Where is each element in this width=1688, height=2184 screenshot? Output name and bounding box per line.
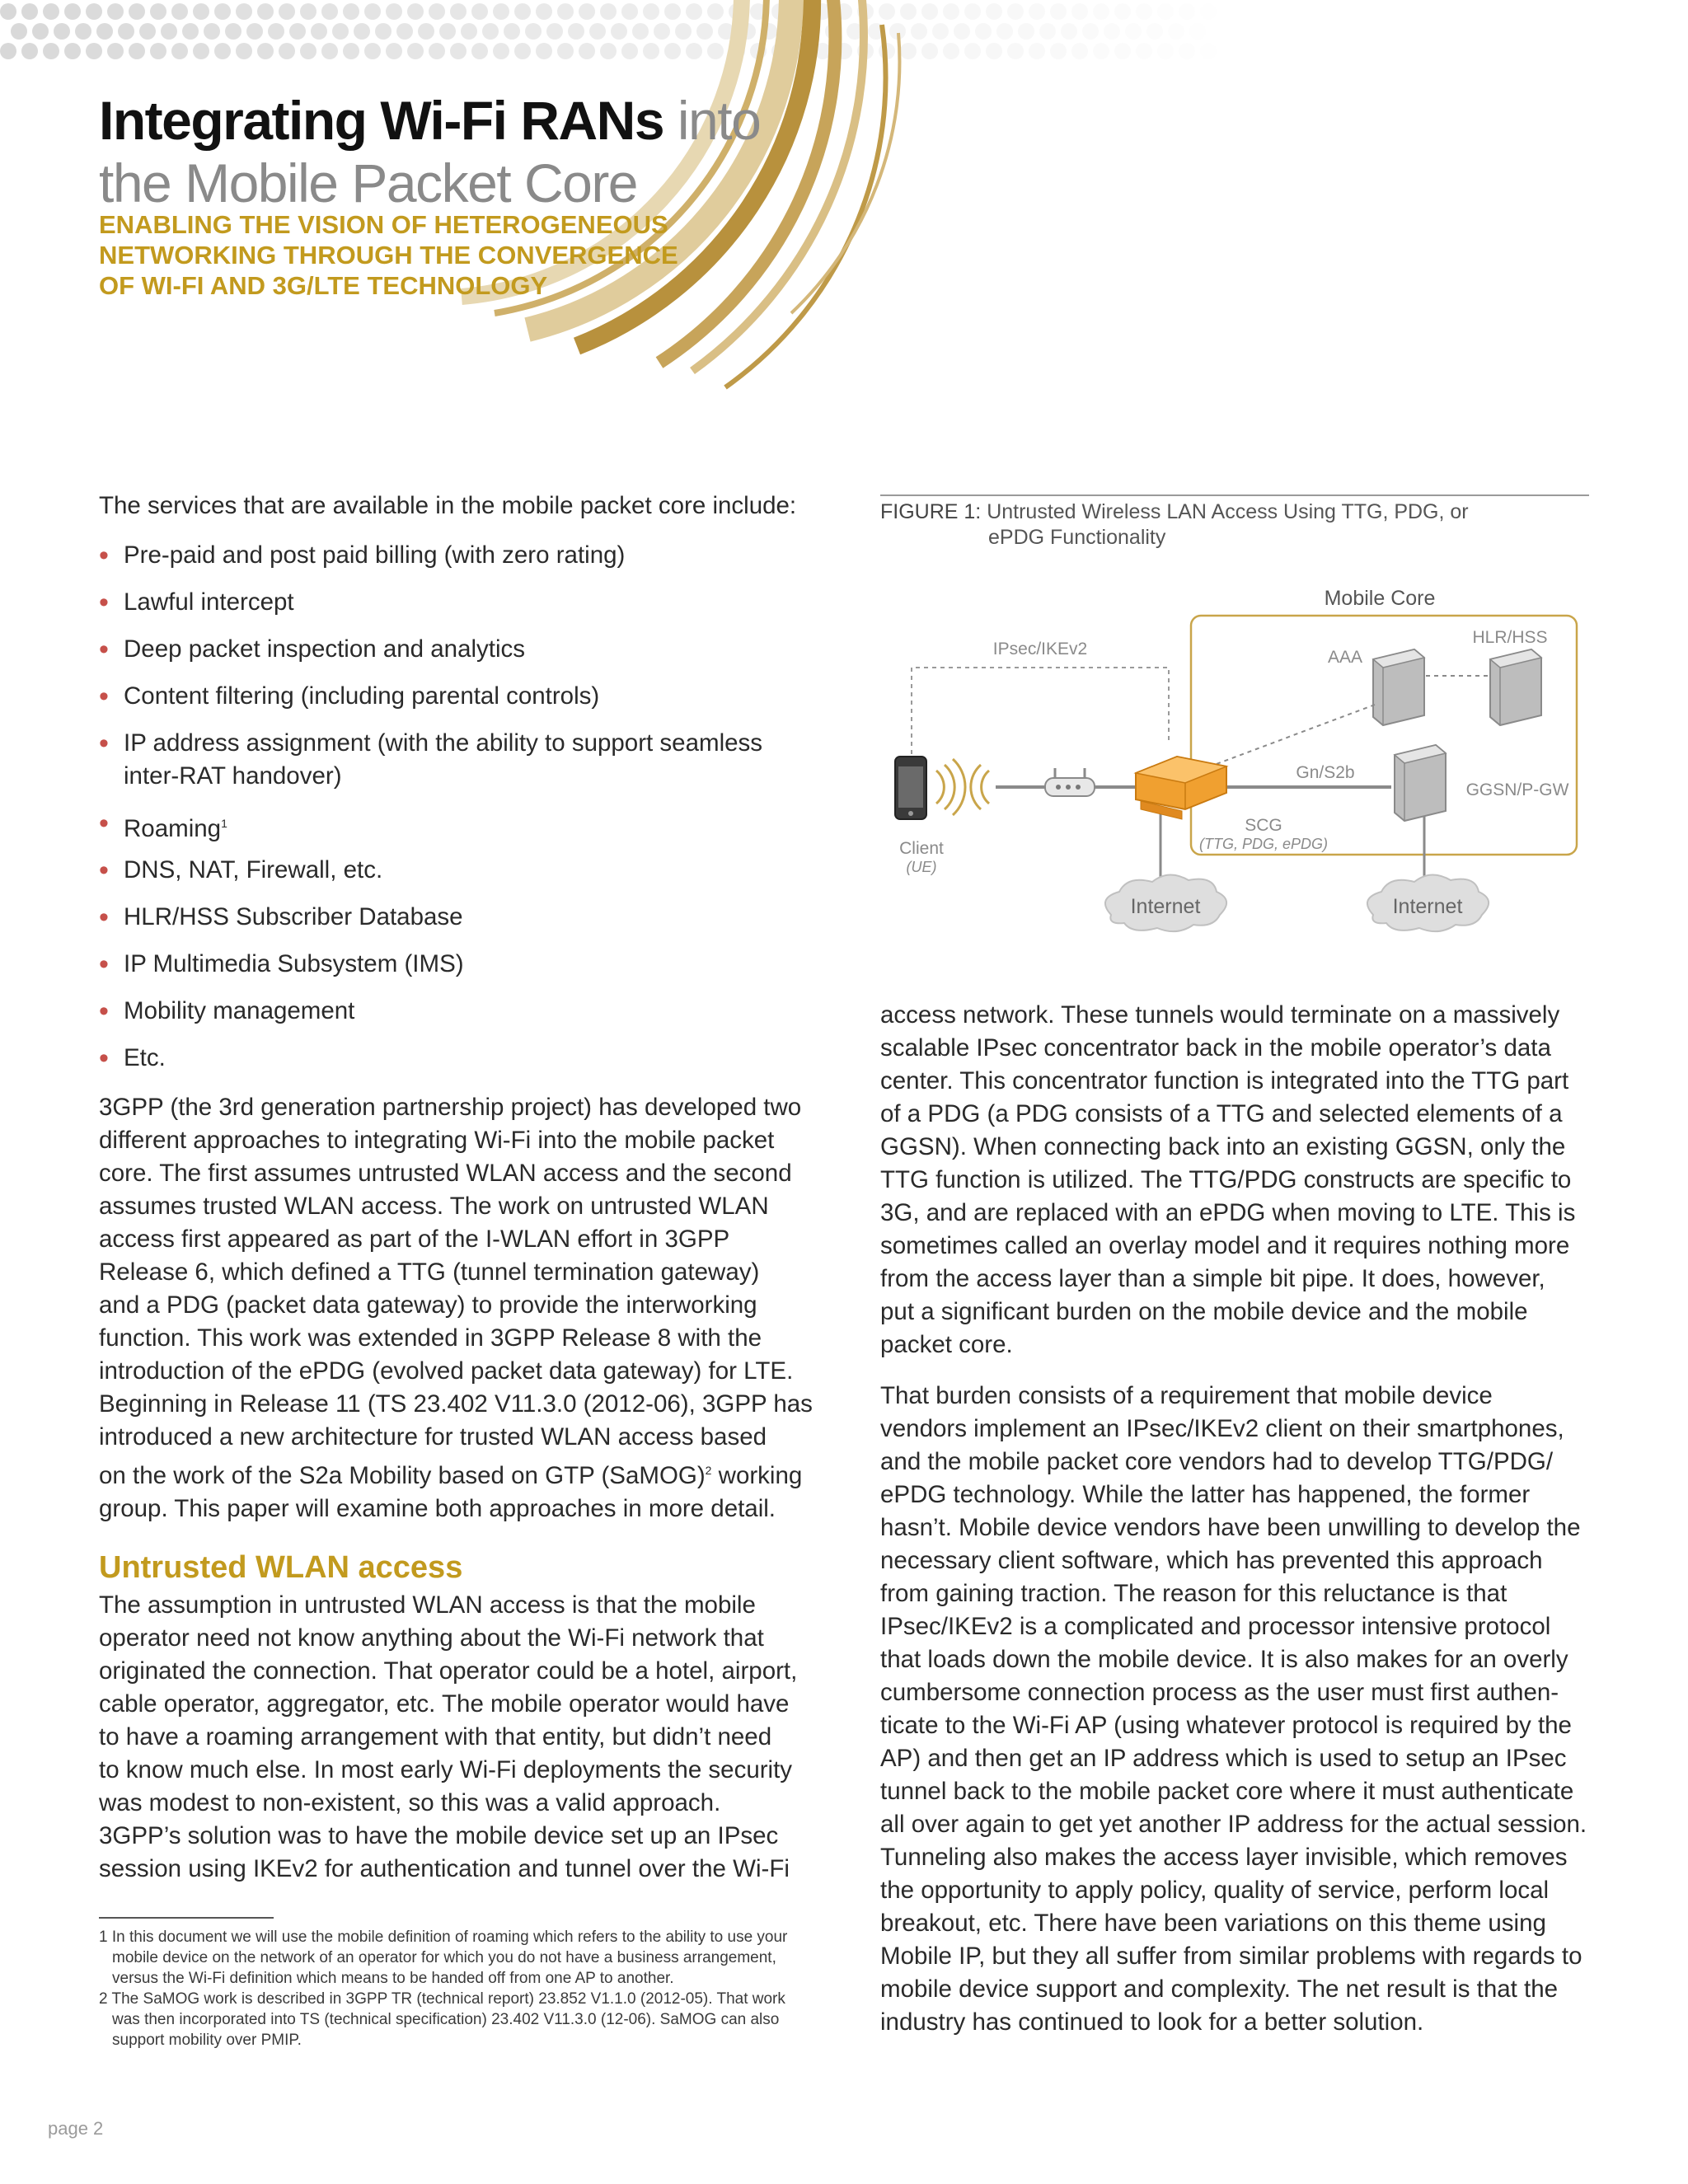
list-item: • Lawful intercept	[99, 587, 294, 618]
decorative-dot	[611, 23, 627, 40]
aaa-label: AAA	[1327, 648, 1363, 667]
decorative-dot	[150, 3, 166, 20]
decorative-dot	[643, 43, 659, 59]
list-item: • Mobility management	[99, 996, 355, 1027]
decorative-dot	[1221, 43, 1238, 59]
ipsec-tunnel-line	[912, 668, 1169, 754]
decorative-dot	[579, 3, 595, 20]
decorative-dot	[675, 23, 692, 40]
page-title-line2: the Mobile Packet Core	[99, 152, 638, 213]
ggsn-server-icon	[1395, 745, 1446, 821]
decorative-dot	[686, 43, 702, 59]
decorative-dot	[921, 3, 938, 20]
scg-sub-label: (TTG, PDG, ePDG)	[1198, 836, 1329, 852]
decorative-dot	[654, 23, 670, 40]
decorative-dot	[900, 3, 917, 20]
decorative-dot	[396, 23, 413, 40]
decorative-dot	[386, 43, 402, 59]
decorative-dot	[921, 43, 938, 59]
decorative-dot	[300, 3, 316, 20]
decorative-dot	[321, 43, 338, 59]
decorative-dot	[600, 43, 617, 59]
mobile-core-label: Mobile Core	[1324, 587, 1436, 610]
decorative-dot	[621, 43, 638, 59]
decorative-dot	[632, 23, 649, 40]
client-sub-label: (UE)	[906, 859, 937, 875]
decorative-dot	[257, 3, 274, 20]
decorative-dot	[225, 23, 241, 40]
hlr-hss-server-icon	[1490, 649, 1541, 725]
page-title: Integrating Wi-Fi RANs into	[99, 90, 761, 151]
decorative-dot	[1168, 23, 1184, 40]
list-item: • DNS, NAT, Firewall, etc.	[99, 855, 383, 886]
decorative-dot	[707, 3, 724, 20]
intro-text: The services that are available in the mobile packet core include:	[99, 492, 797, 519]
footnote-ref: 1	[221, 817, 227, 830]
decorative-dot	[954, 23, 970, 40]
decorative-dot	[407, 3, 424, 20]
decorative-dot	[450, 43, 467, 59]
figure-caption: FIGURE 1: Untrusted Wireless LAN Access Using TTG, PDG, or ePDG Functionality	[880, 500, 1469, 549]
decorative-dot	[964, 43, 981, 59]
decorative-dot	[107, 3, 124, 20]
decorative-dot	[1071, 3, 1088, 20]
decorative-dot	[11, 23, 27, 40]
decorative-dot	[536, 3, 552, 20]
decorative-dot	[257, 43, 274, 59]
decorative-dot	[1029, 3, 1045, 20]
decorative-dot	[964, 3, 981, 20]
decorative-dot	[1114, 43, 1131, 59]
list-item: • IP address assignment (with the ability to support seamless inter-RAT handover)	[99, 728, 763, 790]
decorative-dot	[279, 3, 295, 20]
decorative-dot	[343, 43, 359, 59]
paragraph-tunnels: access network. These tunnels would terminate on a massively scalable IPsec concentrator back in the mobile operator’s data center. This concentrator function is integrated into the TTG part of a PDG (a PDG consists of a TTG and selected elements of a GGSN). When connecting back into an existing GGSN, only the TTG function is utilized. The TTG/PDG constructs are specific to 3G, and are replaced with an ePDG when moving to LTE. This is sometimes called an overlay model and it requires nothing more from the access layer than a simple bit pipe. It does, however, put a significant burden on the mobile device and the mobile packet core.	[880, 1001, 1576, 1358]
decorative-dot	[1093, 3, 1109, 20]
decorative-dot	[75, 23, 91, 40]
decorative-dot	[21, 3, 38, 20]
decorative-dot	[204, 23, 220, 40]
decorative-dot	[364, 3, 381, 20]
decorative-dot	[1146, 23, 1163, 40]
decorative-dot	[1221, 3, 1238, 20]
decorative-dot	[439, 23, 456, 40]
hlr-hss-label: HLR/HSS	[1472, 628, 1548, 647]
decorative-dot	[621, 3, 638, 20]
decorative-dot	[536, 43, 552, 59]
decorative-dot	[686, 3, 702, 20]
scg-aaa-link	[1210, 705, 1375, 766]
decorative-dot	[932, 23, 949, 40]
footnotes: 1 In this document we will use the mobile definition of roaming which refers to the ability to use your mobile device on the network of an operator for which you do not have a business arrangement, versus the Wi-Fi definition which means to be handed off from one AP to another. 2 The SaMOG work is described in 3GPP TR (technical report) 23.852 V1.1.0 (2012-05). That work was then incorporated into TS (technical specification) 23.402 V11.3.0 (12-06). SaMOG can also support mobility over PMIP.	[99, 1929, 788, 2049]
smartphone-icon	[895, 757, 926, 819]
decorative-dot	[96, 23, 113, 40]
decorative-dot	[236, 3, 252, 20]
decorative-dot	[1061, 23, 1077, 40]
decorative-dot	[643, 3, 659, 20]
decorative-dot	[450, 3, 467, 20]
decorative-dot	[86, 43, 102, 59]
decorative-dot	[1200, 43, 1217, 59]
decorative-dot	[214, 3, 231, 20]
decorative-dot	[171, 43, 188, 59]
decorative-dot	[900, 43, 917, 59]
decorative-dot	[1018, 23, 1034, 40]
decorative-dot	[557, 43, 574, 59]
internet-label-1: Internet	[1130, 895, 1201, 918]
ipsec-label: IPsec/IKEv2	[992, 640, 1088, 658]
decorative-dot	[64, 3, 81, 20]
decorative-dot	[386, 3, 402, 20]
decorative-dot	[246, 23, 263, 40]
decorative-dot	[975, 23, 992, 40]
aaa-server-icon	[1373, 649, 1424, 725]
section-heading: Untrusted WLAN access	[99, 1550, 463, 1585]
decorative-dot	[493, 43, 509, 59]
decorative-dot	[279, 43, 295, 59]
decorative-dot	[43, 3, 59, 20]
decorative-dot	[429, 3, 445, 20]
list-item: • IP Multimedia Subsystem (IMS)	[99, 949, 464, 980]
decorative-dot	[139, 23, 156, 40]
decorative-dot	[514, 43, 531, 59]
scg-device-icon	[1136, 757, 1226, 819]
list-item: • Pre-paid and post paid billing (with zero rating)	[99, 540, 626, 571]
decorative-dot	[129, 3, 145, 20]
list-item: • Roaming$^1$	[99, 808, 227, 842]
subtitle: ENABLING THE VISION OF HETEROGENEOUS NETWORKING THROUGH THE CONVERGENCE OF WI-FI AND 3G/LTE TECHNOLOGY	[99, 210, 678, 300]
decorative-dot	[1136, 43, 1152, 59]
decorative-dot	[1071, 43, 1088, 59]
decorative-dot	[21, 43, 38, 59]
decorative-dot	[161, 23, 177, 40]
decorative-dot	[579, 43, 595, 59]
decorative-dot	[343, 3, 359, 20]
decorative-dot	[1189, 23, 1206, 40]
paragraph-3gpp: 3GPP (the 3rd generation partnership project) has developed two different approaches to integrating Wi-Fi into the mobile packet core. The first assumes untrusted WLAN access and the second assumes trusted WLAN access. The work on untrusted WLAN access first appeared as part of the I-WLAN effort in 3GPP Release 6, which defined a TTG (tunnel termination gateway) and a PDG (packet data gateway) to provide the interworking function. This work was extended in 3GPP Release 8 with the introduction of the ePDG (evolved packet data gateway) for LTE. Beginning in Release 11 (TS 23.402 V11.3.0 (2012-06), 3GPP has introduced a new architecture for trusted WLAN access based on the work of the S2a Mobility based on GTP (SaMOG)$^2$ working group. This paper will examine both approaches in more detail.	[99, 1094, 813, 1522]
decorative-dot	[525, 23, 542, 40]
internet-label-2: Internet	[1392, 895, 1463, 918]
footnote-divider	[99, 1917, 274, 1919]
decorative-dot	[557, 3, 574, 20]
decorative-dot	[482, 23, 499, 40]
page-number: page 2	[48, 2118, 104, 2139]
decorative-dot	[86, 3, 102, 20]
decorative-dot	[471, 3, 488, 20]
decorative-dot	[1039, 23, 1056, 40]
decorative-dot	[150, 43, 166, 59]
decorative-dot	[996, 23, 1013, 40]
decorative-dot	[1157, 3, 1174, 20]
decorative-dot	[289, 23, 306, 40]
decorative-dot	[214, 43, 231, 59]
decorative-dot	[943, 43, 959, 59]
decorative-dot	[589, 23, 606, 40]
list-item: • Etc.	[99, 1043, 166, 1074]
access-point-icon	[1045, 768, 1095, 796]
decorative-dot	[1029, 43, 1045, 59]
decorative-dot	[300, 43, 316, 59]
decorative-dot	[1136, 3, 1152, 20]
network-diagram	[880, 569, 1589, 964]
paragraph-untrusted: The assumption in untrusted WLAN access is that the mobile operator need not know anything about the Wi-Fi network that originated the connection. That operator could be a hotel, airport, cable operator, aggregator, etc. The mobile operator would have to have a roaming arrangement with that entity, but didn’t need to know much else. In most early Wi-Fi deployments the security was modest to non-existent, so this was a valid approach. 3GPP’s solution was to have the mobile device set up an IPsec session using IKEv2 for authentication and tunnel over the Wi-Fi	[99, 1591, 798, 1882]
decorative-dot	[375, 23, 392, 40]
decorative-dot	[1157, 43, 1174, 59]
decorative-dot	[1179, 43, 1195, 59]
decorative-dot	[1200, 3, 1217, 20]
decorative-dot	[0, 43, 16, 59]
decorative-dot	[332, 23, 349, 40]
decorative-dot	[493, 3, 509, 20]
decorative-dot	[1179, 3, 1195, 20]
scg-label: SCG	[1245, 816, 1282, 835]
decorative-dot	[354, 23, 370, 40]
decorative-dot	[236, 43, 252, 59]
decorative-dot	[943, 3, 959, 20]
paragraph-burden: That burden consists of a requirement that mobile device vendors implement an IPsec/IKEv2 client on their smartphones, and the mobile packet core vendors had to develop TTG/PDG/ ePDG technology. While the latter has happened, the former hasn’t. Mobile device vendors have been unwilling to develop the necessary client software, which has prevented this approach from gaining traction. The reason for this reluctance is that IPsec/IKEv2 is a complicated and processor intensive protocol that loads down the mobile device. It is also makes for an overly cumbersome connection process as the user must first authen- ticate to the Wi-Fi AP (using whatever protocol is required by the AP) and then get an IP address which is used to setup an IPsec tunnel back to the mobile packet core where it must authenticate all over again to get yet another IP address for the actual session. Tunneling also makes the access layer invisible, which removes the opportunity to apply policy, quality of service, perform local breakout, etc. There have been variations on this theme using Mobile IP, but they all suffer from similar problems with regards to mobile device support and complexity. The net result is that the industry has continued to look for a better solution.	[880, 1382, 1587, 2036]
decorative-dot	[364, 43, 381, 59]
list-item: • Deep packet inspection and analytics	[99, 634, 526, 665]
decorative-dot	[321, 3, 338, 20]
decorative-dot	[1125, 23, 1142, 40]
decorative-dot	[418, 23, 434, 40]
decorative-dot	[1082, 23, 1099, 40]
decorative-dot	[1114, 3, 1131, 20]
decorative-dot	[268, 23, 284, 40]
decorative-dot	[182, 23, 199, 40]
decorative-dot	[911, 23, 927, 40]
decorative-dot	[664, 3, 681, 20]
decorative-dot	[311, 23, 327, 40]
figure-rule	[880, 494, 1589, 496]
decorative-dot	[193, 43, 209, 59]
decorative-dot	[514, 3, 531, 20]
footnote-ref: 2	[705, 1464, 712, 1477]
decorative-dot	[171, 3, 188, 20]
decorative-dot	[0, 3, 16, 20]
dot-pattern	[0, 3, 1238, 59]
decorative-dot	[546, 23, 563, 40]
decorative-dot	[986, 3, 1002, 20]
decorative-dot	[1104, 23, 1120, 40]
decorative-dot	[1211, 23, 1227, 40]
gn-s2b-label: Gn/S2b	[1296, 763, 1355, 782]
decorative-dot	[600, 3, 617, 20]
ggsn-label: GGSN/P-GW	[1465, 780, 1569, 799]
client-label: Client	[899, 839, 944, 858]
list-item: • HLR/HSS Subscriber Database	[99, 902, 463, 933]
decorative-dot	[986, 43, 1002, 59]
decorative-dot	[1093, 43, 1109, 59]
decorative-dot	[407, 43, 424, 59]
decorative-dot	[193, 3, 209, 20]
decorative-dot	[1050, 43, 1067, 59]
decorative-dot	[1007, 43, 1024, 59]
decorative-dot	[664, 43, 681, 59]
decorative-dot	[471, 43, 488, 59]
decorative-dot	[568, 23, 584, 40]
decorative-dot	[1050, 3, 1067, 20]
decorative-dot	[461, 23, 477, 40]
wifi-signal-icon	[936, 759, 989, 815]
decorative-dot	[129, 43, 145, 59]
decorative-dot	[54, 23, 70, 40]
decorative-dot	[696, 23, 713, 40]
decorative-dot	[879, 3, 895, 20]
decorative-dot	[118, 23, 134, 40]
decorative-dot	[429, 43, 445, 59]
decorative-dot	[1007, 3, 1024, 20]
decorative-dot	[32, 23, 49, 40]
decorative-dot	[707, 43, 724, 59]
list-item: • Content filtering (including parental controls)	[99, 681, 600, 712]
decorative-dot	[504, 23, 520, 40]
decorative-dot	[64, 43, 81, 59]
decorative-dot	[107, 43, 124, 59]
decorative-dot	[43, 43, 59, 59]
